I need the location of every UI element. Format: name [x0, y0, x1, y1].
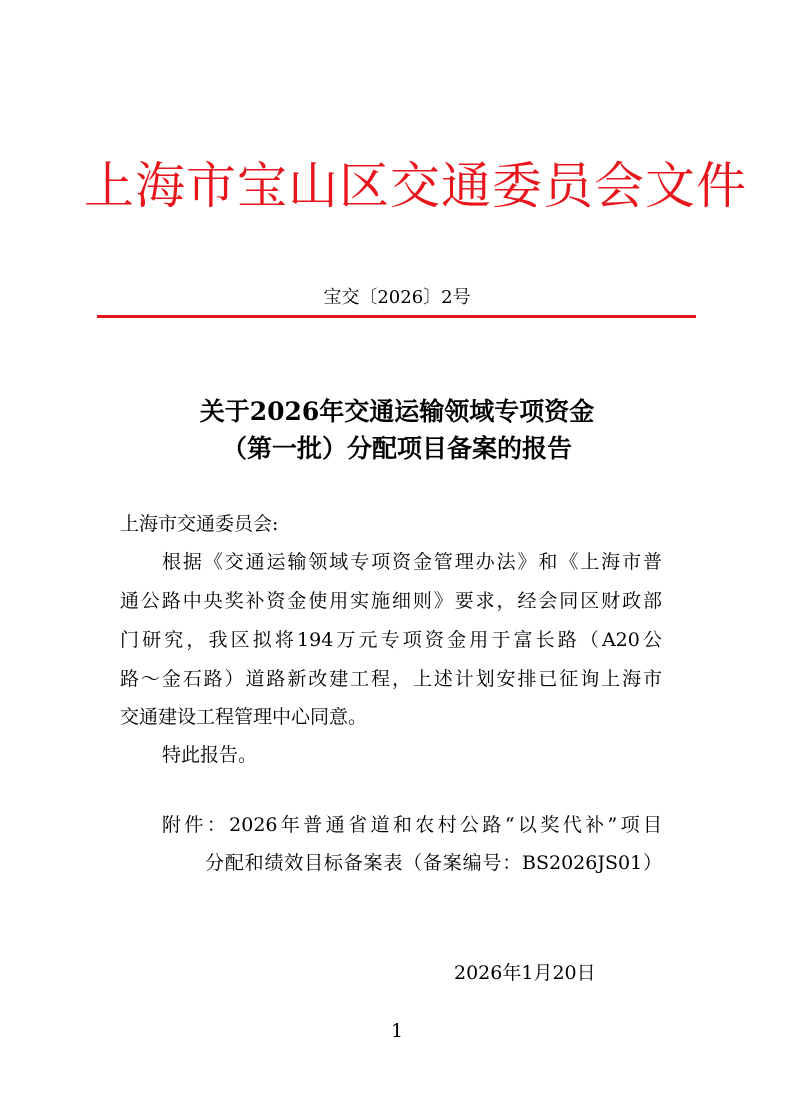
document-title-line-1: 关于2026年交通运输领域专项资金	[199, 397, 595, 426]
paragraph-line: 路～金石路）道路新改建工程，上述计划安排已征询上海市	[120, 668, 662, 690]
paragraph-line: 根据《交通运输领域专项资金管理办法》和《上海市普	[162, 551, 662, 573]
paragraph-line: 交通建设工程管理中心同意。	[120, 706, 368, 728]
red-divider	[97, 315, 696, 318]
paragraph-line: 门研究，我区拟将194万元专项资金用于富长路（A20公	[120, 629, 662, 651]
attachment-line-2: 分配和绩效目标备案表（备案编号：BS2026JS01）	[205, 852, 662, 874]
salutation: 上海市交通委员会:	[120, 513, 279, 535]
document-number: 宝交〔2026〕2号	[323, 287, 471, 308]
document-header-title: 上海市宝山区交通委员会文件	[84, 157, 747, 215]
document-title-line-2: （第一批）分配项目备案的报告	[221, 434, 572, 463]
closing-text: 特此报告。	[162, 744, 258, 766]
document-date: 2026年1月20日	[454, 962, 596, 984]
paragraph-line: 通公路中央奖补资金使用实施细则》要求，经会同区财政部	[120, 590, 662, 612]
attachment-line-1: 附件：2026年普通省道和农村公路“以奖代补”项目	[162, 814, 662, 836]
page-number: 1	[390, 1020, 404, 1042]
